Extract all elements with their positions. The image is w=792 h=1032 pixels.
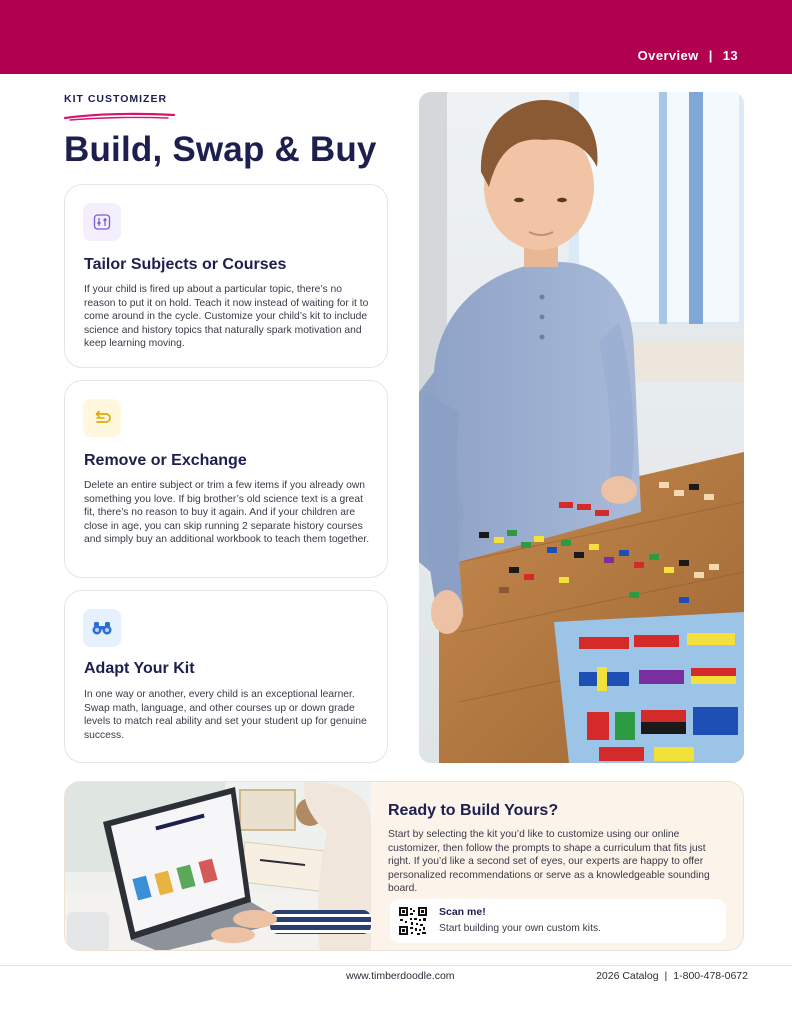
page-number: 13 xyxy=(722,48,738,63)
cta-panel xyxy=(64,781,744,951)
exchange-arrow-icon xyxy=(83,399,121,437)
sliders-icon xyxy=(83,203,121,241)
footer-separator: | xyxy=(664,970,668,982)
qr-code-icon[interactable] xyxy=(398,906,428,936)
footer-phone[interactable]: 1-800-478-0672 xyxy=(673,970,748,982)
footer-divider xyxy=(0,965,792,966)
card-adapt-kit xyxy=(64,590,388,763)
card-remove-exchange xyxy=(64,380,388,578)
binoculars-icon xyxy=(83,609,121,647)
laptop-customizer-photo xyxy=(65,782,371,951)
boy-with-bead-puzzle-photo xyxy=(419,92,744,763)
underline-swoosh xyxy=(64,112,176,122)
header-separator: | xyxy=(708,48,713,63)
card-body: If your child is fired up about a particular topic, there’s no reason to put it on hold. Teach it now instead of waiting for it to come around in the cycle. Customize your child’s kit to include science and history topics that naturally spark motivation and keep learning moving. xyxy=(84,284,369,349)
scan-title: Scan me! xyxy=(439,906,486,918)
cta-heading: Ready to Build Yours? xyxy=(388,802,559,819)
card-heading: Adapt Your Kit xyxy=(84,660,195,677)
header-band xyxy=(0,0,792,74)
scan-qr-box[interactable] xyxy=(390,899,726,943)
section-name: Overview xyxy=(637,48,699,63)
card-tailor-subjects xyxy=(64,184,388,368)
page-title: Build, Swap & Buy xyxy=(64,130,377,169)
eyebrow-label: KIT CUSTOMIZER xyxy=(64,93,168,105)
card-heading: Remove or Exchange xyxy=(84,452,247,469)
footer-catalog: 2026 Catalog xyxy=(596,970,659,982)
card-body: In one way or another, every child is an exceptional learner. Swap math, language, and other courses up or down grade levels to match real ability and set your student up for genuine success. xyxy=(84,689,367,741)
page-info xyxy=(638,48,738,63)
card-body: Delete an entire subject or trim a few items if you already own something you love. If big brother’s old science text is a great fit, there’s no reason to buy it again. And if your children are close in age, you can skip running 2 separate history courses and simply buy an additional workbook to teach them together. xyxy=(84,480,370,545)
card-heading: Tailor Subjects or Courses xyxy=(84,256,287,273)
footer-catalog-info xyxy=(596,970,748,982)
scan-subtitle: Start building your own custom kits. xyxy=(439,923,601,934)
cta-body: Start by selecting the kit you’d like to customize using our online customizer, then follow the prompts to shape a curriculum that fits just right. If you’d like a second set of eyes, our experts are happy to offer personalized recommendations or serve as a knowledgeable sounding board. xyxy=(388,829,710,895)
footer-url-link[interactable]: www.timberdoodle.com xyxy=(346,970,455,982)
